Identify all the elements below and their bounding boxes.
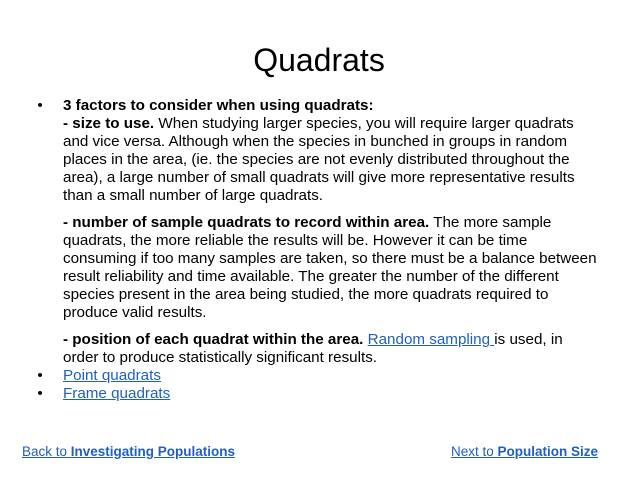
slide-title: Quadrats (253, 42, 385, 78)
random-sampling-link[interactable]: Random sampling (367, 331, 495, 348)
factor-size-text: When studying larger species, you will require larger quadrats and vice versa. Although when the species in bunched in groups in random places in the area, (ie. the species are not evenly distributed throughout the area), a large number of small quadrats will give more representative results than a small number of large quadrats. (63, 115, 575, 204)
factors-paragraph-position (63, 331, 602, 367)
slide-content (34, 97, 602, 403)
bullet-icon: • (37, 385, 43, 402)
bullet-icon: • (37, 367, 43, 384)
factors-paragraph-number (63, 214, 602, 322)
factor-position-text: is used, in order to produce statistically significant results. (63, 331, 563, 366)
bullet-item-frame-quadrats (34, 385, 602, 403)
back-prefix-link[interactable]: Back to (22, 444, 71, 459)
bullet-icon: • (37, 97, 43, 114)
factor-size-label: - size to use. (63, 115, 155, 132)
factor-position-label: - position of each quadrat within the area. (63, 331, 364, 348)
bullet-item-point-quadrats (34, 367, 602, 385)
back-nav (22, 443, 235, 461)
bullet-item-factors (34, 97, 602, 367)
factors-paragraph-size (63, 97, 602, 205)
next-nav (451, 443, 598, 461)
frame-quadrats-link[interactable]: Frame quadrats (63, 385, 171, 402)
point-quadrats-link[interactable]: Point quadrats (63, 367, 161, 384)
next-prefix-link[interactable]: Next to (450, 444, 498, 459)
factor-number-text: The more sample quadrats, the more reliable the results will be. However it can be time consuming if too many samples are taken, so there must be a balance between result reliability and time available. The greater the number of the different species present in the area being studied, the more quadrats required to produce valid results. (63, 214, 597, 321)
factors-heading: 3 factors to consider when using quadrats: (63, 97, 374, 114)
next-to-population-size-link[interactable]: Population Size (497, 444, 598, 459)
factor-number-label: - number of sample quadrats to record within area. (63, 214, 430, 231)
back-to-investigating-populations-link[interactable]: Investigating Populations (70, 444, 236, 459)
